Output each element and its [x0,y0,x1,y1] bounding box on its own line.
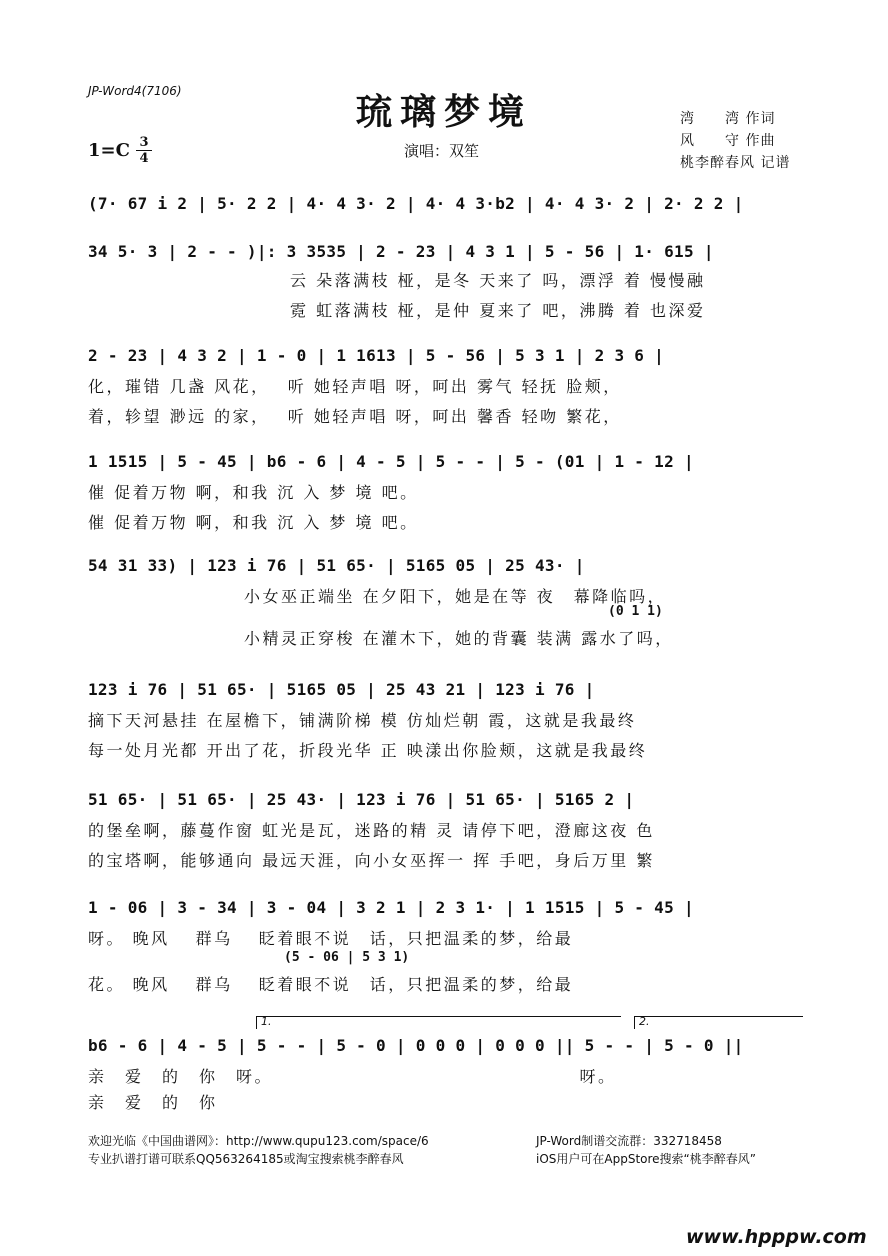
second-ending-label: 2. [639,1015,650,1028]
lyric-line: 亲 爱 的 你 呀。 呀。 [88,1067,617,1086]
lyric-line: 花。 晚风 群乌 眨着眼不说 话，只把温柔的梦，给最 [88,975,574,994]
footer-appstore: iOS用户可在AppStore搜索“桃李醉春风” [536,1152,756,1166]
lyric-line: 摘下天河悬挂 在屋檐下，铺满阶梯 模 仿灿烂朝 霞，这就是我最终 [88,711,637,730]
lyric-line: 亲 爱 的 你 [88,1093,218,1112]
notation-row: 34 5· 3 | 2 - - )|: 3 3535 | 2 - 23 | 4 3 1 | 5 - 56 | 1· 615 | [88,242,714,261]
song-title: 琉璃梦境 [355,91,532,133]
lyric-line: 着，轸望 渺远 的家， 听 她轻声唱 呀，呵出 馨香 轻吻 繁花， [88,407,622,426]
footer-group: JP-Word制谱交流群：332718458 [536,1134,722,1148]
notation-row: 1 - 06 | 3 - 34 | 3 - 04 | 3 2 1 | 2 3 1· | 1 1515 | 5 - 45 | [88,898,694,917]
lyric-line: 霓 虹落满枝 桠，是仲 夏来了 吧，沸腾 着 也深爱 [290,301,706,320]
lyric-line: 云 朵落满枝 桠，是冬 天来了 吗，漂浮 着 慢慢融 [290,271,706,290]
footer-contact: 专业扒谱打谱可联系QQ563264185或淘宝搜索桃李醉春风 [88,1152,404,1166]
lyric-line: 化，璀错 几盏 风花， 听 她轻声唱 呀，呵出 雾气 轻抚 脸颊， [88,377,622,396]
lyric-line: 催 促着万物 啊，和我 沉 入 梦 境 吧。 [88,513,419,532]
lyric-line: 小女巫正端坐 在夕阳下，她是在等 夜 幕降临吗， [244,587,667,606]
version-label: JP-Word4(7106) [88,84,182,98]
transcriber-credit: 桃李醉春风 记谱 [680,155,791,171]
first-ending-label: 1. [261,1015,272,1028]
time-denominator: 4 [139,151,149,166]
sub-notation: (0 1 1) [608,604,663,619]
lyric-line: 小精灵正穿梭 在灌木下，她的背囊 装满 露水了吗， [244,629,674,648]
footer-website: 欢迎光临《中国曲谱网》：http://www.qupu123.com/space/6 [88,1134,429,1148]
lyric-line: 的堡垒啊，藤蔓作窗 虹光是瓦，迷路的精 灵 请停下吧，澄廊这夜 色 [88,821,655,840]
notation-row: 54 31 33) | 123 i 76 | 51 65· | 5165 05 | 25 43· | [88,556,585,575]
lyric-line: 的宝塔啊，能够通向 最远天涯，向小女巫挥一 挥 手吧，身后万里 繁 [88,851,655,870]
sub-notation: (5 - 06 | 5 3 1) [284,950,410,965]
notation-row: 123 i 76 | 51 65· | 5165 05 | 25 43 21 | 123 i 76 | [88,680,595,699]
composer-credit: 风 守 作曲 [680,133,776,149]
second-ending-bracket [634,1016,803,1029]
lyric-line: 催 促着万物 啊，和我 沉 入 梦 境 吧。 [88,483,419,502]
notation-row: (7· 67 i 2 | 5· 2 2 | 4· 4 3· 2 | 4· 4 3·b2 | 4· 4 3· 2 | 2· 2 2 | [88,194,744,213]
site-watermark: www.hpppw.com [686,1226,867,1248]
notation-row: 2 - 23 | 4 3 2 | 1 - 0 | 1 1613 | 5 - 56 | 5 3 1 | 2 3 6 | [88,346,665,365]
time-numerator: 3 [139,135,149,150]
key-signature: 1=C [88,140,130,161]
notation-row: 1 1515 | 5 - 45 | b6 - 6 | 4 - 5 | 5 - - | 5 - (01 | 1 - 12 | [88,452,694,471]
notation-row: b6 - 6 | 4 - 5 | 5 - - | 5 - 0 | 0 0 0 | 0 0 0 || 5 - - | 5 - 0 || [88,1036,744,1055]
time-signature [136,136,152,165]
notation-row: 51 65· | 51 65· | 25 43· | 123 i 76 | 51 65· | 5165 2 | [88,790,635,809]
lyric-line: 每一处月光都 开出了花，折段光华 正 映漾出你脸颊，这就是我最终 [88,741,648,760]
first-ending-bracket [256,1016,621,1029]
lyric-line: 呀。 晚风 群乌 眨着眼不说 话，只把温柔的梦，给最 [88,929,574,948]
singer-credit: 演唱：双笙 [404,142,480,160]
lyricist-credit: 湾 湾 作词 [680,111,776,127]
